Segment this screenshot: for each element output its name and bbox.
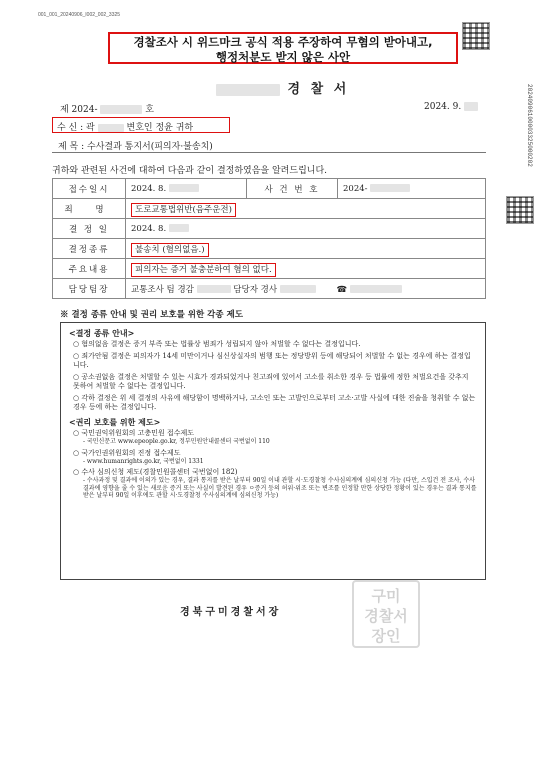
table-row	[53, 239, 486, 259]
divider	[52, 152, 486, 153]
redacted-station	[216, 84, 280, 96]
notice-item: ○ 죄가안됨 결정은 피의자가 14세 미만이거나 심신상실자의 범행 또는 정당방위 등에 해당되어 처벌할 수 없는 경우에 하는 결정입니다.	[73, 352, 471, 369]
notice-item: ○ 공소권없음 결정은 처벌할 수 있는 시효가 경과되었거나 친고죄에 있어서 고소를 취소한 경우 등 법률에 정한 처벌요건을 갖추지 못하여 처벌할 수 없다는 결정입니다.	[73, 373, 469, 390]
notice-item: ○ 각하 결정은 위 세 결정의 사유에 해당함이 명백하거나, 고소인 또는 고발인으로부터 고소·고발 사실에 대한 진술을 청취할 수 없는 경우 등에 하는 결정입니다.	[73, 394, 476, 411]
table-row	[53, 279, 486, 299]
officer-team: 교통조사 팀 경감	[131, 284, 194, 295]
table-row	[53, 179, 486, 199]
document-code: 001_001_20240906_I002_002_3325	[38, 12, 121, 18]
rights-item-sub: - 수사과정 및 결과에 이의가 있는 경우, 결과 통지를 받은 날부터 90일 이내 관할 시·도경찰청 수사심의계에 심의신청 가능 (다만, 스입건 전 조사, 수사 결과에 영향을 줄 수 있는 새로운 증거 또는 사실이 발견된 경우 ㅇ증거 등의 허위·위조 또는 변조를 인정할 만한 상당한 정황이 있는 경우는 결과 통지를 받은 날부터 90일 이후에도 관할 시·도경찰청 수사심의계에 심의신청 가능)	[83, 477, 477, 499]
table-row	[53, 199, 486, 219]
redacted-phone	[350, 285, 402, 293]
redacted-case-no	[370, 184, 410, 192]
phone-icon: ☎	[336, 284, 348, 295]
decision-type-cell	[126, 239, 486, 259]
decision-type-label: 결정종류	[53, 239, 126, 259]
redacted-decision-date	[169, 224, 189, 232]
rights-item-head: ○ 국가인권위원회의 진정 접수제도	[73, 448, 181, 457]
headline-box	[108, 32, 458, 64]
qr-code-side	[506, 196, 534, 224]
content-label: 주요내용	[53, 259, 126, 279]
subject-line: 제 목 : 수사결과 통지서(피의자·불송치)	[58, 142, 213, 152]
decision-date-value: 2024. 8.	[131, 223, 167, 234]
redacted-officer	[197, 285, 231, 293]
date-text: 2024. 9.	[424, 102, 462, 112]
doc-number	[60, 102, 154, 115]
recipient-colon: :	[80, 123, 84, 133]
rights-item-head: ○ 국민권익위원회의 고충민원 접수제도	[73, 429, 194, 437]
received-label: 접수일시	[53, 179, 126, 199]
rights-item-head: ○ 수사 심의신청 제도(경찰민원콜센터 국번없이 182)	[73, 468, 238, 476]
info-table	[52, 178, 486, 299]
officer-label: 담당팀장	[53, 279, 126, 299]
office-name: 경북구미경찰서장	[180, 607, 282, 618]
recipient-text: 변호인 정윤 귀하	[126, 123, 194, 133]
doc-number-prefix: 제 2024-	[60, 105, 98, 115]
doc-date	[424, 102, 478, 112]
title-text: 경 찰 서	[287, 82, 350, 97]
seal-line: 장인	[371, 627, 401, 645]
table-row	[53, 219, 486, 239]
received-value: 2024. 8.	[131, 183, 167, 194]
received-cell	[126, 179, 247, 199]
notice-item: ○ 혐의없음 결정은 증거 부족 또는 법률상 범죄가 성립되지 않아 처벌할 수 없다는 결정입니다.	[73, 340, 361, 348]
notice-section-heading: <결정 종류 안내>	[69, 328, 135, 338]
qr-code-top	[462, 22, 490, 50]
recipient-label: 수 신	[57, 123, 78, 133]
table-row	[53, 259, 486, 279]
official-seal	[352, 580, 420, 648]
document-title	[216, 78, 356, 96]
rights-item-sub: - www.humanrights.go.kr, 국번없이 1331	[83, 457, 204, 465]
vertical-code: 20240906100003325000202	[526, 84, 533, 167]
case-no-value: 2024-	[343, 183, 368, 194]
charge-cell	[126, 199, 486, 219]
seal-line: 경찰서	[364, 607, 408, 625]
redacted-person	[280, 285, 316, 293]
notice-heading: ※ 결정 종류 안내 및 권리 보호를 위한 각종 제도	[60, 310, 243, 320]
content-cell	[126, 259, 486, 279]
redacted-number	[100, 105, 142, 114]
seal-line: 구미	[371, 587, 401, 605]
case-no-label: 사 건 번 호	[247, 179, 338, 199]
headline-line1: 경찰조사 시 위드마크 공식 적용 주장하여 무혐의 받아내고,	[133, 35, 433, 49]
content-value: 피의자는 증거 불충분하여 혐의 없다.	[131, 263, 276, 277]
charge-label: 죄 명	[53, 199, 126, 219]
charge-value: 도로교통법위반(음주운전)	[131, 203, 236, 217]
redacted-day	[464, 102, 478, 111]
officer-person-label: 담당자 경사	[233, 284, 278, 295]
intro-text: 귀하와 관련된 사건에 대하여 다음과 같이 결정하였음을 알려드립니다.	[52, 166, 328, 176]
headline-line2: 행정처분도 받지 않은 사안	[215, 50, 351, 64]
rights-item-sub: - 국민신문고 www.epeople.go.kr, 정부민원안내콜센터 국번없이 110	[83, 438, 270, 445]
decision-type-value: 불송치 (혐의없음.)	[131, 243, 209, 257]
decision-date-cell	[126, 219, 486, 239]
officer-cell	[126, 279, 486, 299]
doc-number-suffix: 호	[145, 105, 154, 115]
decision-date-label: 결 정 일	[53, 219, 126, 239]
notice-box	[60, 322, 486, 580]
case-no-cell	[338, 179, 486, 199]
redacted-name	[98, 124, 124, 132]
recipient-prefix: 곽	[86, 123, 95, 133]
rights-section-heading: <권리 보호를 위한 제도>	[69, 417, 161, 427]
redacted-received	[169, 184, 199, 192]
recipient-box	[52, 117, 230, 133]
